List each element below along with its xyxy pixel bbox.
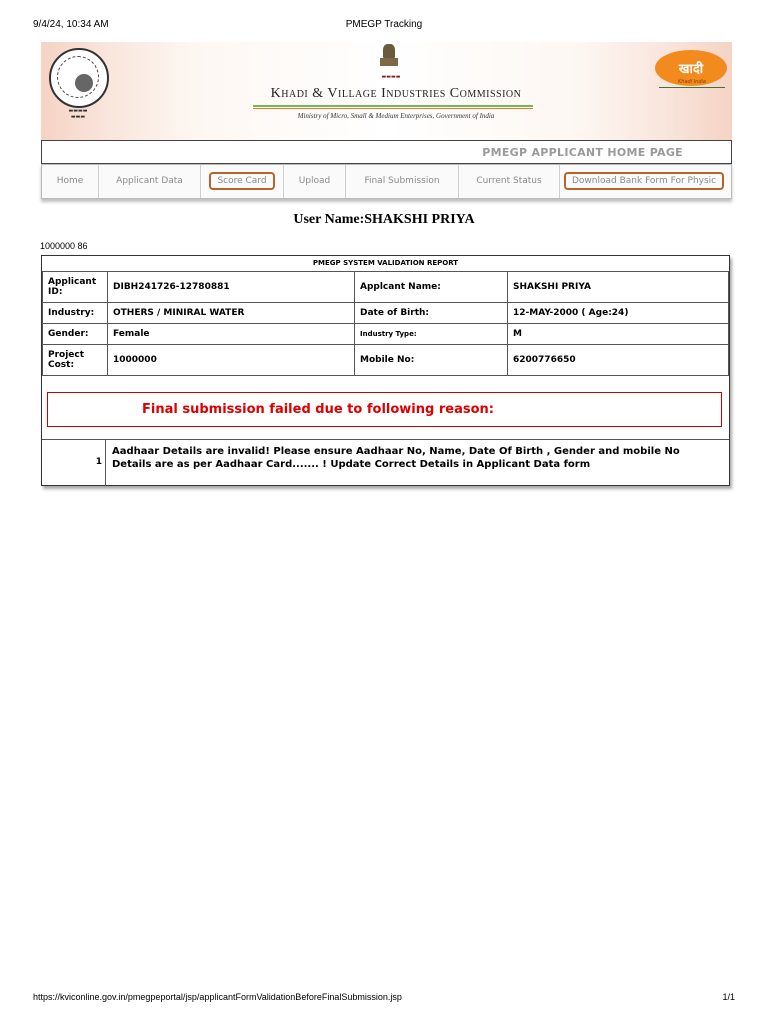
label-industry-type: Industry Type: <box>355 324 508 345</box>
error-alert <box>47 392 722 427</box>
nav-home[interactable]: Home <box>42 165 99 198</box>
label-mobile-no: Mobile No: <box>355 345 508 376</box>
value-date-of-birth: 12-MAY-2000 ( Age:24) <box>508 303 729 324</box>
print-datetime: 9/4/24, 10:34 AM <box>33 19 109 30</box>
nav-final-submission[interactable]: Final Submission <box>346 165 459 198</box>
label-gender: Gender: <box>43 324 108 345</box>
label-applicant-name: Applcant Name: <box>355 272 508 303</box>
national-emblem-icon <box>379 44 399 72</box>
label-date-of-birth: Date of Birth: <box>355 303 508 324</box>
state-seal-icon <box>49 48 109 108</box>
value-applicant-name: SHAKSHI PRIYA <box>508 272 729 303</box>
org-subtitle: Ministry of Micro, Small & Medium Enterprises, Government of India <box>297 112 495 120</box>
print-header <box>0 0 768 40</box>
label-applicant-id: Applicant ID: <box>43 272 108 303</box>
page-number: 1/1 <box>722 992 735 1002</box>
value-project-cost: 1000000 <box>108 345 355 376</box>
user-name-heading: User Name:SHAKSHI PRIYA <box>293 212 475 227</box>
emblem-caption-graphic: ▬▬▬▬ <box>381 74 401 80</box>
main-nav <box>41 164 732 199</box>
khadi-logo-rule <box>659 87 725 88</box>
nav-download-bank-form[interactable]: Download Bank Form For Physic <box>560 165 732 198</box>
nav-score-card[interactable]: Score Card <box>201 165 284 198</box>
label-project-cost: Project Cost: <box>43 345 108 376</box>
reason-row <box>42 439 729 486</box>
error-heading: Final submission failed due to following reason: <box>142 402 494 417</box>
label-industry: Industry: <box>43 303 108 324</box>
print-page-title: PMEGP Tracking <box>345 19 423 30</box>
khadi-india-logo-icon: खादी <box>655 50 727 86</box>
org-title: Khadi & Village Industries Commission <box>270 86 522 101</box>
table-row <box>43 272 729 303</box>
value-industry-type: M <box>508 324 729 345</box>
home-page-bar <box>41 140 732 164</box>
value-industry: OTHERS / MINIRAL WATER <box>108 303 355 324</box>
value-gender: Female <box>108 324 355 345</box>
table-row <box>43 324 729 345</box>
validation-report <box>41 255 730 486</box>
nav-current-status[interactable]: Current Status <box>459 165 560 198</box>
title-rule-green <box>253 105 533 107</box>
value-mobile-no: 6200776650 <box>508 345 729 376</box>
page-url: https://kviconline.gov.in/pmegpeportal/jsp/applicantFormValidationBeforeFinalSubmission.jsp <box>33 992 402 1002</box>
home-page-label: PMEGP APPLICANT HOME PAGE <box>482 146 683 159</box>
reference-code: 1000000 86 <box>40 241 88 251</box>
khadi-logo-caption: Khadi India <box>678 79 706 85</box>
reason-number: 1 <box>42 440 106 486</box>
applicant-details-table <box>42 271 729 376</box>
reason-text: Aadhaar Details are invalid! Please ensure Aadhaar No, Name, Date Of Birth , Gender and mobile No Details are as per Aadhaar Card....... ! Update Correct Details in Applicant Data form <box>112 446 680 470</box>
seal-caption-graphic: ▬▬▬▬ ▬▬▬ <box>68 108 88 120</box>
header-banner <box>41 42 732 140</box>
nav-applicant-data[interactable]: Applicant Data <box>99 165 201 198</box>
report-title: PMEGP SYSTEM VALIDATION REPORT <box>312 259 459 267</box>
table-row <box>43 345 729 376</box>
title-rule-orange <box>253 108 533 109</box>
value-applicant-id: DIBH241726-12780881 <box>108 272 355 303</box>
table-row <box>43 303 729 324</box>
nav-upload[interactable]: Upload <box>284 165 346 198</box>
